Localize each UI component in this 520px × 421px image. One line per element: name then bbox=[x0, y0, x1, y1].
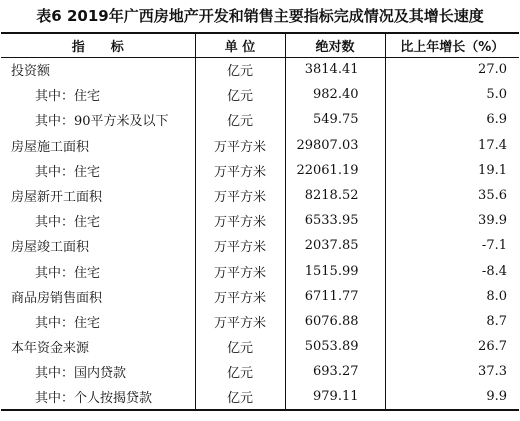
row-value: 29807.03 bbox=[285, 133, 385, 158]
row-name: 其中：住宅 bbox=[35, 89, 101, 105]
row-value: 549.75 bbox=[285, 107, 385, 132]
row-value: 6076.88 bbox=[285, 309, 385, 334]
row-growth: 39.9 bbox=[385, 208, 519, 233]
row-growth: 8.0 bbox=[385, 284, 519, 309]
row-growth: 26.7 bbox=[385, 334, 519, 359]
table-row bbox=[1, 334, 519, 359]
row-unit: 亿元 bbox=[195, 57, 285, 82]
row-value: 1515.99 bbox=[285, 259, 385, 284]
row-value: 22061.19 bbox=[285, 158, 385, 183]
table-row bbox=[1, 259, 519, 284]
table-title: 表6 2019年广西房地产开发和销售主要指标完成情况及其增长速度 bbox=[36, 7, 484, 25]
row-value: 982.40 bbox=[285, 82, 385, 107]
row-growth: 9.9 bbox=[385, 384, 519, 409]
table-row bbox=[1, 82, 519, 107]
table-row bbox=[1, 133, 519, 158]
table-row bbox=[1, 284, 519, 309]
table-row bbox=[1, 158, 519, 183]
row-value: 8218.52 bbox=[285, 183, 385, 208]
row-growth: 35.6 bbox=[385, 183, 519, 208]
row-name: 其中：住宅 bbox=[35, 164, 101, 180]
row-unit: 万平方米 bbox=[195, 259, 285, 284]
header-growth: 比上年增长（%） bbox=[385, 33, 519, 57]
row-unit: 万平方米 bbox=[195, 158, 285, 183]
row-name: 房屋竣工面积 bbox=[11, 240, 90, 256]
row-growth: 8.7 bbox=[385, 309, 519, 334]
row-value: 979.11 bbox=[285, 384, 385, 409]
header-indicator: 指 标 bbox=[1, 33, 195, 57]
row-unit: 万平方米 bbox=[195, 309, 285, 334]
header-unit: 单 位 bbox=[195, 33, 285, 57]
row-value: 3814.41 bbox=[285, 57, 385, 82]
row-unit: 万平方米 bbox=[195, 284, 285, 309]
table-row bbox=[1, 208, 519, 233]
table-row bbox=[1, 107, 519, 132]
table-row bbox=[1, 233, 519, 258]
table-row bbox=[1, 57, 519, 82]
row-unit: 万平方米 bbox=[195, 133, 285, 158]
row-name: 投资额 bbox=[11, 64, 51, 80]
row-growth: 27.0 bbox=[385, 57, 519, 82]
row-value: 2037.85 bbox=[285, 233, 385, 258]
row-value: 6533.95 bbox=[285, 208, 385, 233]
row-name: 本年资金来源 bbox=[11, 341, 90, 357]
row-growth: 37.3 bbox=[385, 359, 519, 384]
row-name: 房屋新开工面积 bbox=[11, 190, 103, 206]
row-unit: 亿元 bbox=[195, 384, 285, 409]
row-growth: 19.1 bbox=[385, 158, 519, 183]
table-row bbox=[1, 384, 519, 409]
row-growth: 5.0 bbox=[385, 82, 519, 107]
row-name: 其中：90平方米及以下 bbox=[35, 114, 169, 130]
indicator-table bbox=[1, 32, 519, 411]
row-name: 其中：住宅 bbox=[35, 315, 101, 331]
row-name: 房屋施工面积 bbox=[11, 139, 90, 155]
table-row bbox=[1, 183, 519, 208]
table-row bbox=[1, 309, 519, 334]
row-unit: 亿元 bbox=[195, 334, 285, 359]
table-row bbox=[1, 359, 519, 384]
row-growth: -8.4 bbox=[385, 259, 519, 284]
row-unit: 万平方米 bbox=[195, 233, 285, 258]
row-name: 其中：个人按揭贷款 bbox=[1, 384, 195, 409]
row-value: 693.27 bbox=[285, 359, 385, 384]
row-unit: 万平方米 bbox=[195, 183, 285, 208]
row-unit: 亿元 bbox=[195, 107, 285, 132]
header-absolute: 绝对数 bbox=[285, 33, 385, 57]
header-row bbox=[1, 33, 519, 57]
row-unit: 万平方米 bbox=[195, 208, 285, 233]
row-unit: 亿元 bbox=[195, 82, 285, 107]
row-value: 5053.89 bbox=[285, 334, 385, 359]
table-body bbox=[1, 57, 519, 410]
row-growth: -7.1 bbox=[385, 233, 519, 258]
row-unit: 亿元 bbox=[195, 359, 285, 384]
row-name: 其中：住宅 bbox=[35, 265, 101, 281]
row-growth: 17.4 bbox=[385, 133, 519, 158]
row-growth: 6.9 bbox=[385, 107, 519, 132]
row-name: 其中：住宅 bbox=[35, 215, 101, 231]
row-name: 商品房销售面积 bbox=[11, 290, 103, 306]
row-value: 6711.77 bbox=[285, 284, 385, 309]
row-name: 其中：国内贷款 bbox=[35, 366, 127, 382]
